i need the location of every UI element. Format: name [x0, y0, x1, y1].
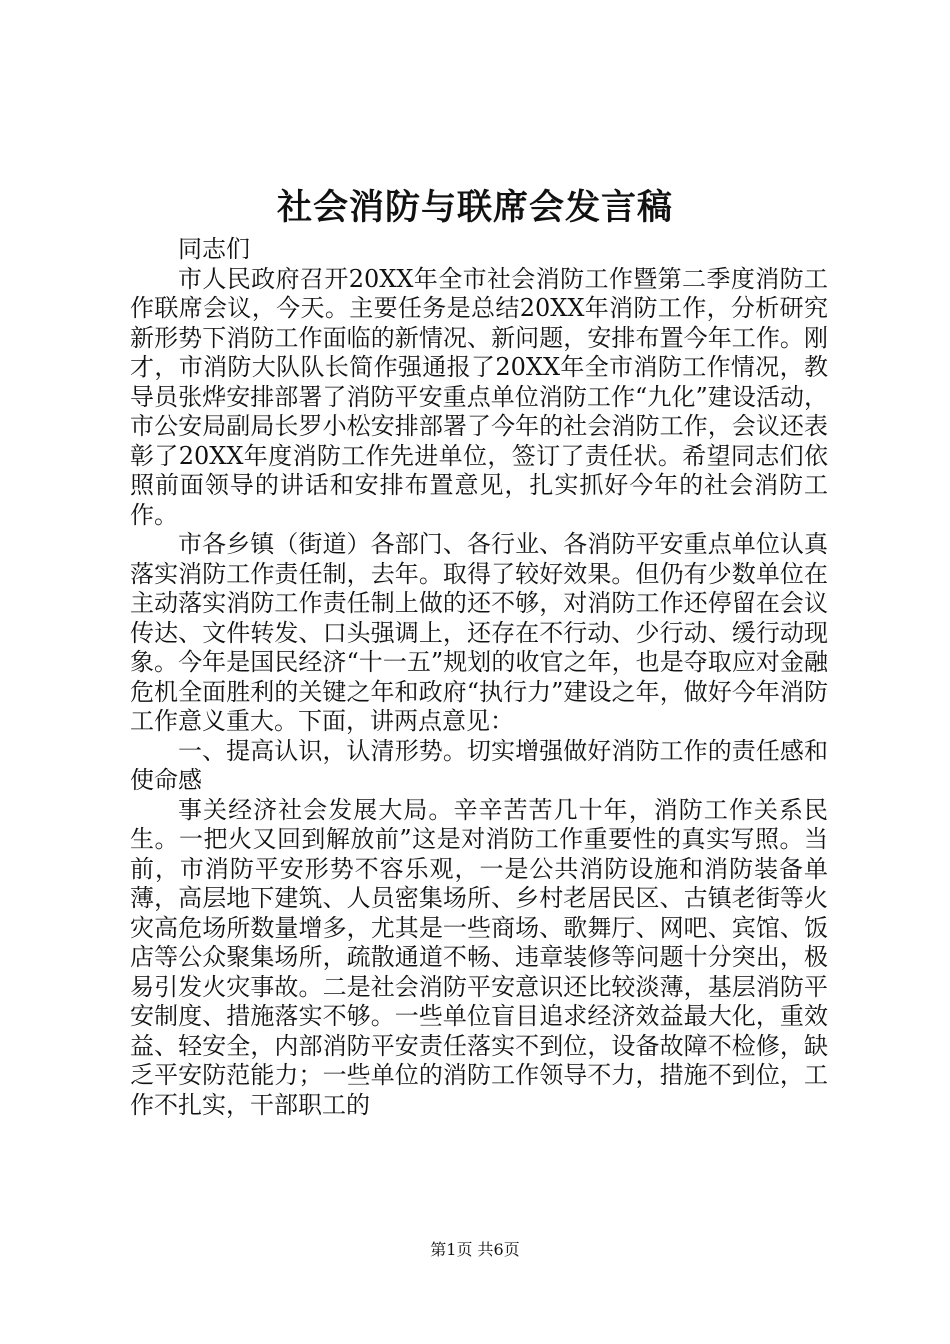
paragraph-section-heading-1: 一、提高认识，认清形势。切实增强做好消防工作的责任感和使命感: [130, 736, 828, 794]
paragraph-situation-analysis: 事关经济社会发展大局。辛辛苦苦几十年，消防工作关系民生。一把火又回到解放前”这是对消防工作重要性的真实写照。当前，市消防平安形势不容乐观，一是公共消防设施和消防装备单薄，高层地下建筑、人员密集场所、乡村老居民区、古镇老街等火灾高危场所数量增多，尤其是一些商场、歌舞厅、网吧、宾馆、饭店等公众聚集场所，疏散通道不畅、违章装修等问题十分突出，极易引发火灾事故。二是社会消防平安意识还比较淡薄，基层消防平安制度、措施落实不够。一些单位盲目追求经济效益最大化，重效益、轻安全，内部消防平安责任落实不到位，设备故障不检修，缺乏平安防范能力；一些单位的消防工作领导不力，措施不到位，工作不扎实，干部职工的: [130, 795, 828, 1119]
paragraph-current-status: 市各乡镇（街道）各部门、各行业、各消防平安重点单位认真落实消防工作责任制，去年。取得了较好效果。但仍有少数单位在主动落实消防工作责任制上做的还不够，对消防工作还停留在会议传达、文件转发、口头强调上，还存在不行动、少行动、缓行动现象。今年是国民经济“十一五”规划的收官之年，也是夺取应对金融危机全面胜利的关键之年和政府“执行力”建设之年，做好今年消防工作意义重大。下面，讲两点意见：: [130, 530, 828, 735]
paragraph-salutation: 同志们: [178, 235, 250, 263]
page-number-footer: 第1页 共6页: [430, 1240, 520, 1259]
paragraph-meeting-summary: 市人民政府召开20XX年全市社会消防工作暨第二季度消防工作联席会议，今天。主要任务是总结20XX年消防工作，分析研究新形势下消防工作面临的新情况、新问题，安排布置今年工作。刚才，市消防大队队长简作强通报了20XX年全市消防工作情况，教导员张烨安排部署了消防平安重点单位消防工作“九化”建设活动，市公安局副局长罗小松安排部署了今年的社会消防工作，会议还表彰了20XX年度消防工作先进单位，签订了责任状。希望同志们依照前面领导的讲话和安排布置意见，扎实抓好今年的社会消防工作。: [130, 264, 828, 529]
document-title: 社会消防与联席会发言稿: [276, 187, 673, 228]
document-body: [130, 235, 828, 1120]
